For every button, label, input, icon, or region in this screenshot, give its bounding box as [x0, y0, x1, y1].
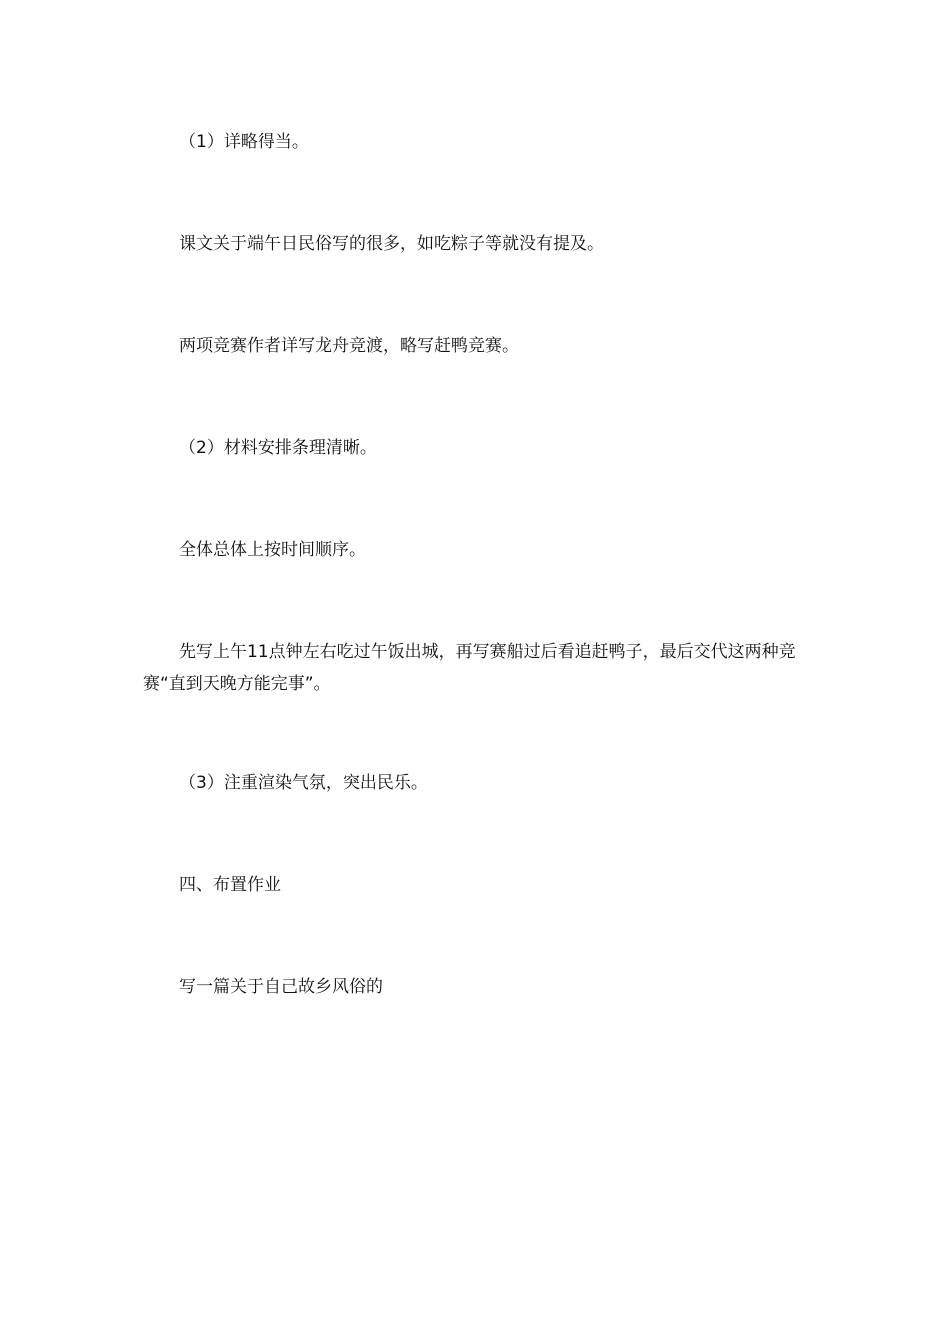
paragraph-customs: 课文关于端午日民俗写的很多，如吃粽子等就没有提及。: [179, 234, 604, 254]
paragraph-point-1: （1）详略得当。: [179, 132, 309, 152]
paragraph-point-2: （2）材料安排条理清晰。: [179, 438, 377, 458]
paragraph-time-order: 全体总体上按时间顺序。: [179, 540, 366, 560]
paragraph-homework: 写一篇关于自己故乡风俗的: [179, 977, 383, 997]
paragraph-sequence: 先写上午11点钟左右吃过午饭出城，再写赛船过后看追赶鸭子，最后交代这两种竞赛“直到天晚方能完事”。: [143, 642, 796, 694]
paragraph-point-3: （3）注重渲染气氛，突出民乐。: [179, 773, 428, 793]
section-heading-homework: 四、布置作业: [179, 875, 281, 895]
paragraph-competitions: 两项竞赛作者详写龙舟竞渡，略写赶鸭竞赛。: [179, 336, 519, 356]
